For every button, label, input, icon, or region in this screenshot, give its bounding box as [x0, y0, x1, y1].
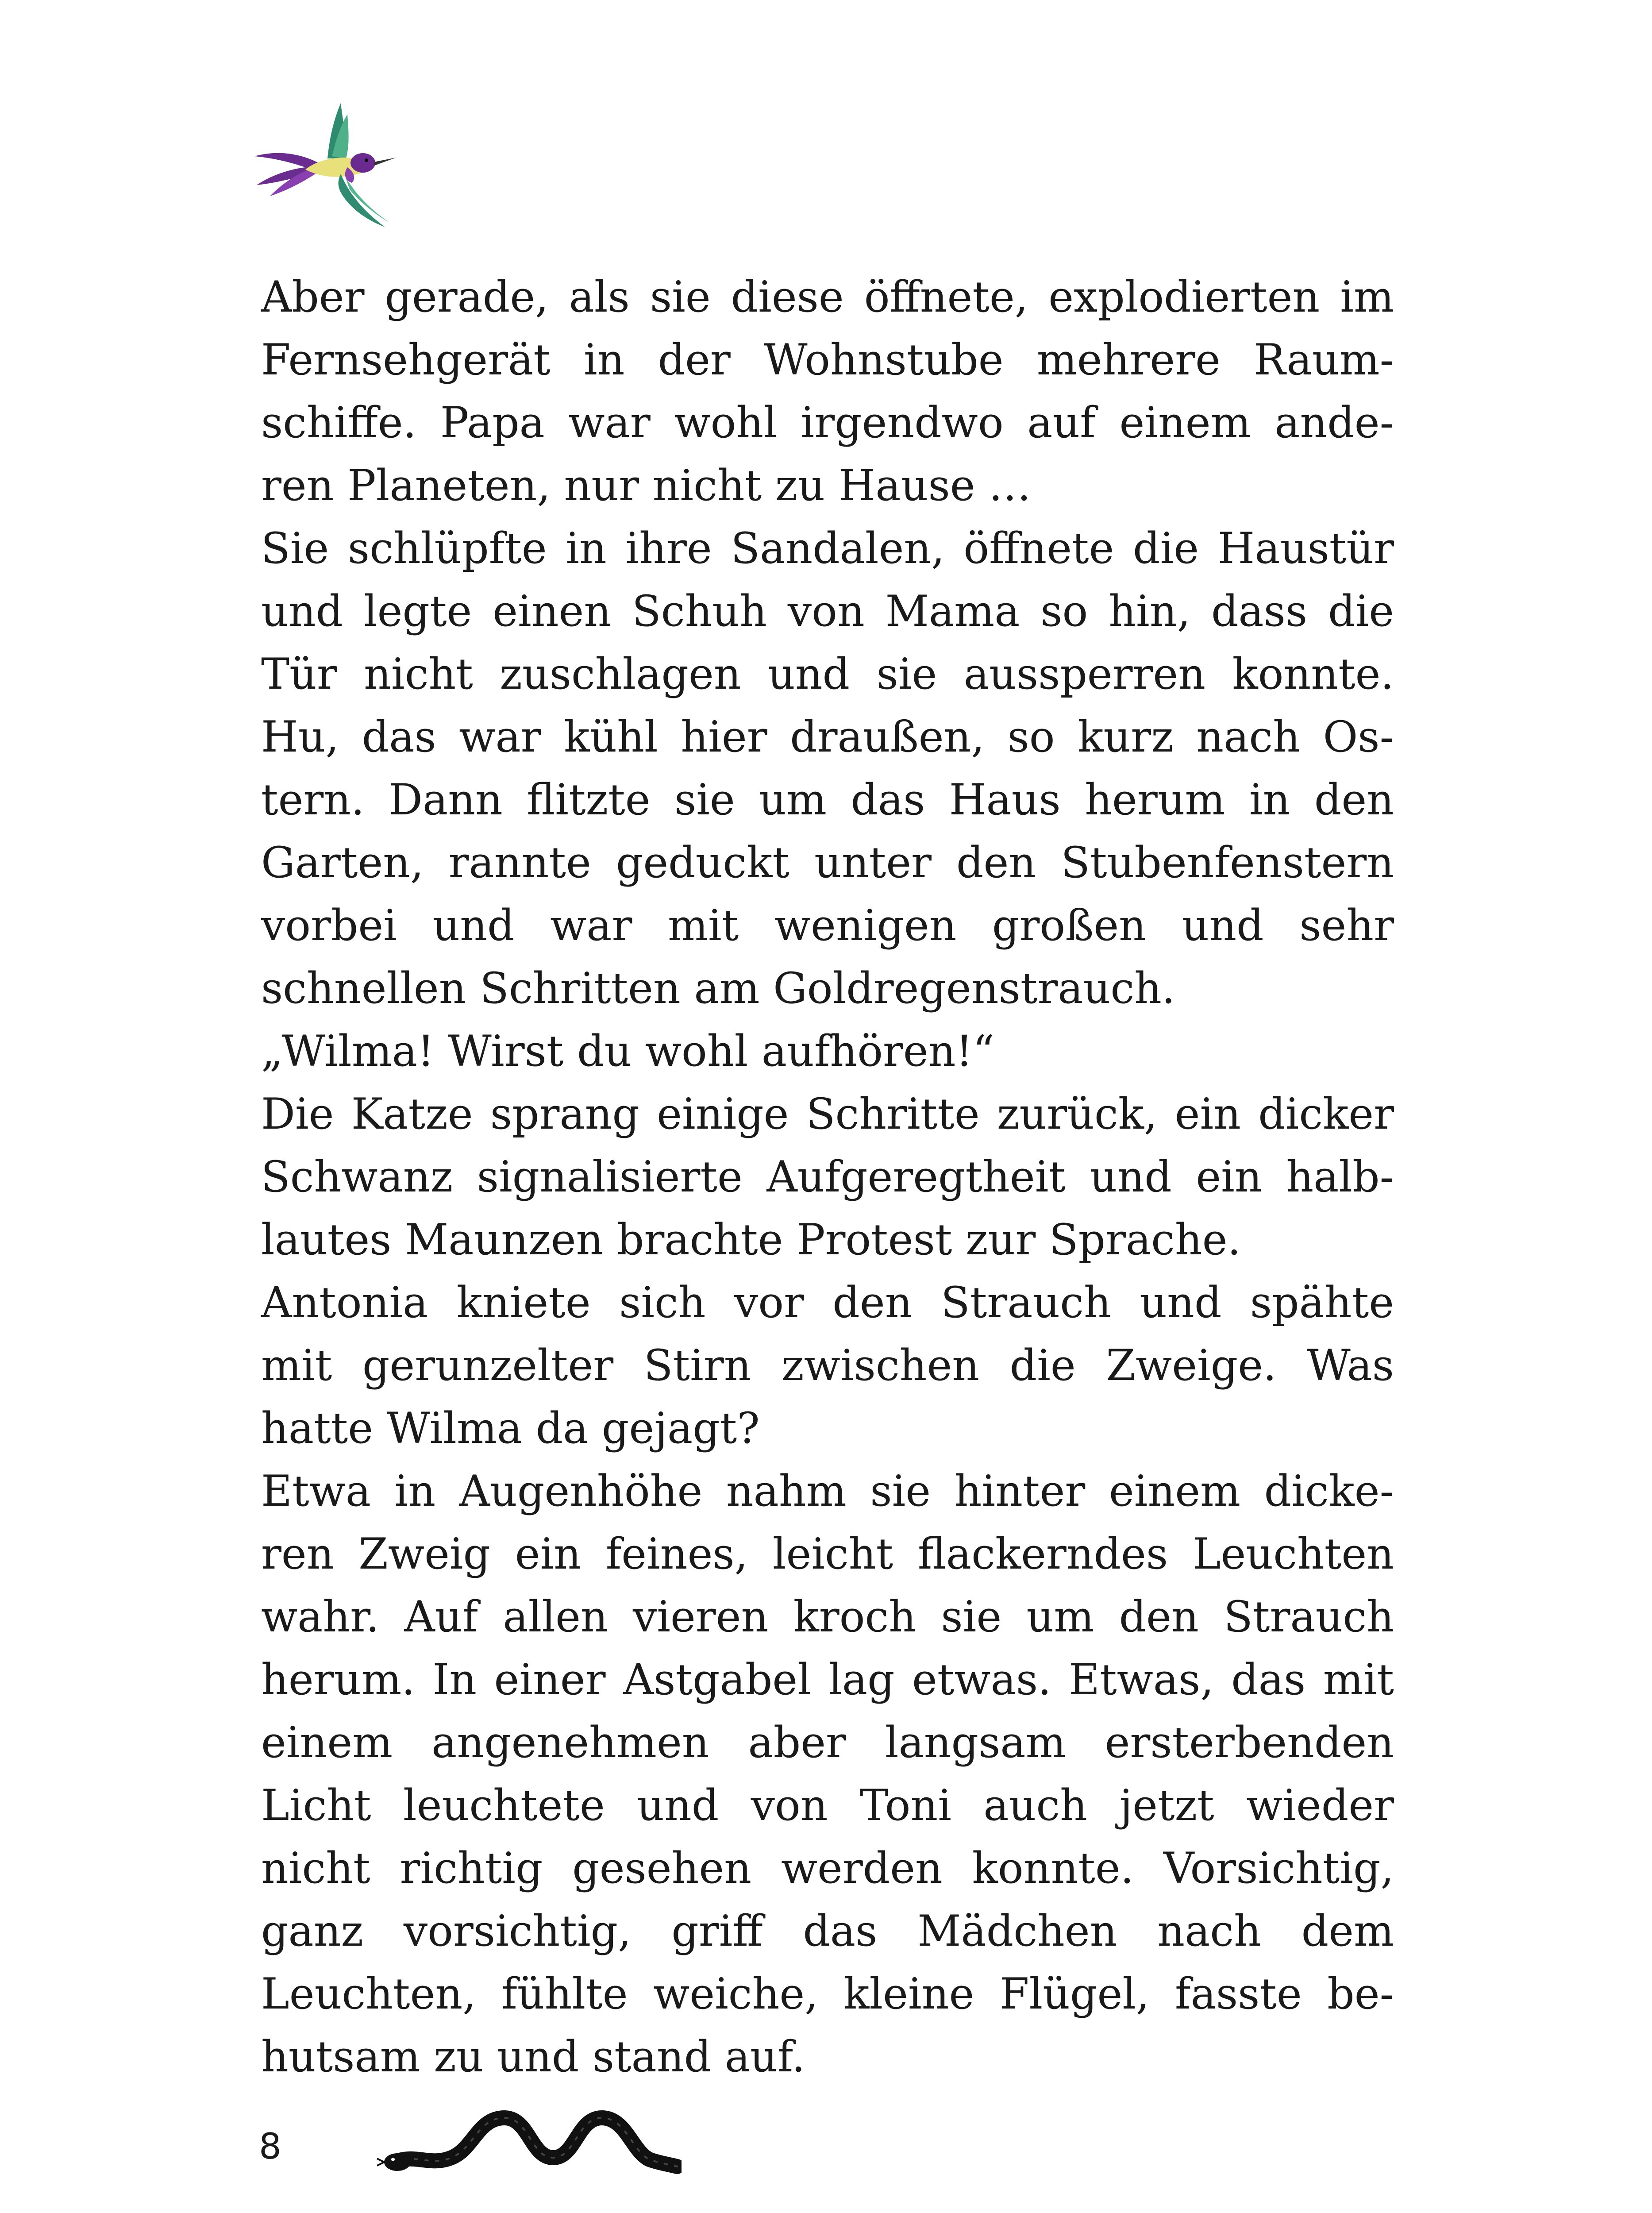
page-number: 8 [259, 2126, 281, 2167]
text-line: „Wilma! Wirst du wohl aufhören!“ [261, 1026, 995, 1076]
text-line: herum. In einer Astgabel lag etwas. Etwas, das mit [261, 1655, 1394, 1704]
text-line: wahr. Auf allen vieren kroch sie um den Strauch [261, 1592, 1394, 1642]
text-line: tern. Dann flitzte sie um das Haus herum in den [261, 775, 1394, 825]
text-line: lautes Maunzen brachte Protest zur Sprache. [261, 1215, 1241, 1265]
text-line: ren Planeten, nur nicht zu Hause … [261, 461, 1032, 510]
text-line: und legte einen Schuh von Mama so hin, dass die [261, 586, 1394, 636]
text-line: vorbei und war mit wenigen großen und sehr [261, 901, 1394, 950]
text-line: mit gerunzelter Stirn zwischen die Zweige. Was [261, 1341, 1394, 1390]
text-line: Die Katze sprang einige Schritte zurück, ein dicker [261, 1089, 1394, 1139]
text-line: Tür nicht zuschlagen und sie aussperren konnte. [261, 649, 1394, 699]
snake-icon [376, 2100, 682, 2189]
text-line: Aber gerade, als sie diese öffnete, explodierten im [261, 272, 1394, 322]
text-line: Fernsehgerät in der Wohnstube mehrere Raum- [261, 335, 1394, 385]
text-line: schiffe. Papa war wohl irgendwo auf einem ande- [261, 398, 1394, 447]
text-line: hutsam zu und stand auf. [261, 2032, 805, 2082]
text-line: Etwa in Augenhöhe nahm sie hinter einem dicke- [261, 1466, 1394, 1516]
text-line: nicht richtig gesehen werden konnte. Vorsichtig, [261, 1843, 1394, 1893]
text-line: hatte Wilma da gejagt? [261, 1403, 760, 1453]
page-body-text [261, 266, 1394, 2088]
hummingbird-icon [252, 101, 398, 229]
text-line: Leuchten, fühlte weiche, kleine Flügel, fasste be- [261, 1969, 1394, 2019]
text-line: Sie schlüpfte in ihre Sandalen, öffnete die Haustür [261, 524, 1394, 573]
text-line: ganz vorsichtig, griff das Mädchen nach dem [261, 1906, 1394, 1956]
text-line: ren Zweig ein feines, leicht flackerndes Leuchten [261, 1529, 1394, 1579]
text-line: Licht leuchtete und von Toni auch jetzt wieder [261, 1781, 1394, 1830]
text-line: Antonia kniete sich vor den Strauch und spähte [261, 1278, 1394, 1327]
text-line: einem angenehmen aber langsam ersterbenden [261, 1718, 1394, 1767]
text-line: Hu, das war kühl hier draußen, so kurz nach Os- [261, 712, 1394, 762]
text-line: schnellen Schritten am Goldregenstrauch. [261, 964, 1175, 1013]
text-line: Schwanz signalisierte Aufgeregtheit und ein halb- [261, 1152, 1394, 1202]
text-line: Garten, rannte geduckt unter den Stubenfenstern [261, 838, 1394, 887]
